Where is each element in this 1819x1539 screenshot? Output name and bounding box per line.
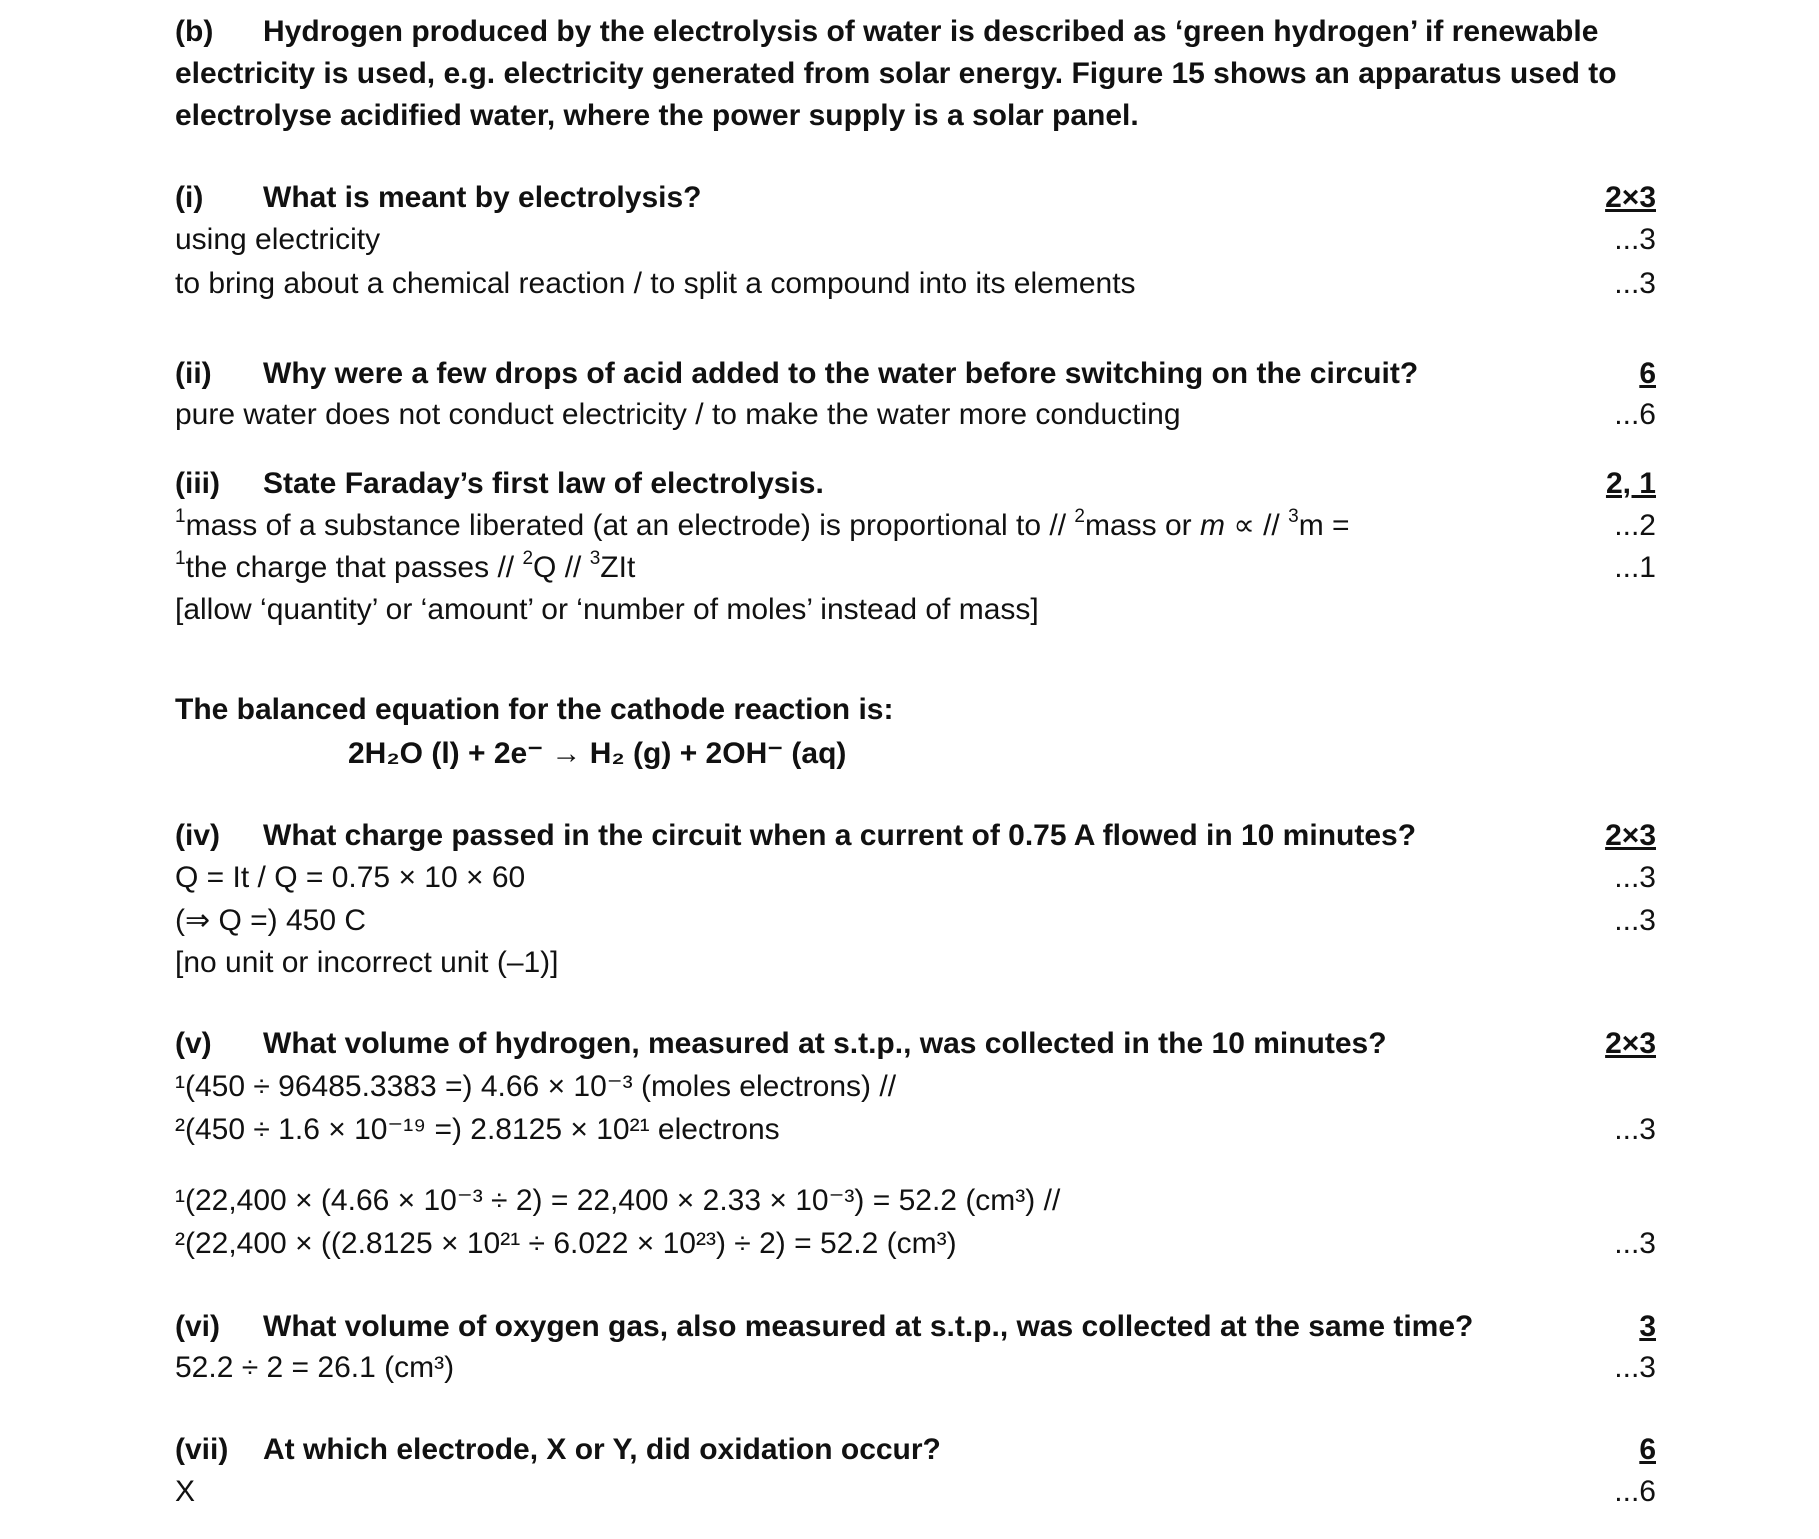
q3-label: (iii) — [175, 467, 220, 500]
q3-answer-mark-2: ...1 — [1614, 551, 1656, 584]
cathode-equation: 2H₂O (l) + 2e⁻ → H₂ (g) + 2OH⁻ (aq) — [348, 737, 847, 770]
q3-answer-mark-1: ...2 — [1614, 509, 1656, 542]
q5-label: (v) — [175, 1027, 212, 1060]
q4-answer-mark-1: ...3 — [1614, 861, 1656, 894]
q6-label: (vi) — [175, 1310, 220, 1343]
q6-answer-1: 52.2 ÷ 2 = 26.1 (cm³) — [175, 1351, 455, 1384]
q7-answer-1: X — [175, 1475, 196, 1508]
q3-question: (iii) State Faraday’s first law of electrolysis. — [175, 467, 824, 500]
q5-answer-mark-2: ...3 — [1614, 1227, 1656, 1260]
q2-answer-mark-1: ...6 — [1614, 398, 1656, 431]
q1-answer-2: to bring about a chemical reaction / to split a compound into its elements — [175, 267, 1136, 300]
intro-line-3: electrolyse acidified water, where the power supply is a solar panel. — [175, 99, 1139, 132]
q3-answer-3: [allow ‘quantity’ or ‘amount’ or ‘number of moles’ instead of mass] — [175, 593, 1039, 626]
q6-answer-mark-1: ...3 — [1614, 1351, 1656, 1384]
q4-answer-2: (⇒ Q =) 450 C — [175, 904, 367, 937]
q1-label: (i) — [175, 181, 204, 214]
intro-line-2: electricity is used, e.g. electricity generated from solar energy. Figure 15 shows an apparatus used to — [175, 57, 1617, 90]
equation-heading: The balanced equation for the cathode reaction is: — [175, 693, 894, 726]
intro-line-1: (b) Hydrogen produced by the electrolysis of water is described as ‘green hydrogen’ if renewable — [175, 15, 1599, 48]
q6-marks: 3 — [1639, 1310, 1656, 1343]
q5-answer-3: ¹(22,400 × (4.66 × 10⁻³ ÷ 2) = 22,400 × 2.33 × 10⁻³) = 52.2 (cm³) // — [175, 1184, 1061, 1217]
q5-answer-1: ¹(450 ÷ 96485.3383 =) 4.66 × 10⁻³ (moles electrons) // — [175, 1070, 897, 1103]
q1-question: (i) What is meant by electrolysis? — [175, 181, 702, 214]
q1-answer-mark-1: ...3 — [1614, 223, 1656, 256]
q5-question: (v) What volume of hydrogen, measured at s.t.p., was collected in the 10 minutes? — [175, 1027, 1387, 1060]
q7-question: (vii) At which electrode, X or Y, did oxidation occur? — [175, 1433, 941, 1466]
q4-answer-3: [no unit or incorrect unit (–1)] — [175, 946, 559, 979]
q5-marks: 2×3 — [1605, 1027, 1656, 1060]
q5-answer-4: ²(22,400 × ((2.8125 × 10²¹ ÷ 6.022 × 10²³) ÷ 2) = 52.2 (cm³) — [175, 1227, 957, 1260]
q4-marks: 2×3 — [1605, 819, 1656, 852]
q6-question: (vi) What volume of oxygen gas, also measured at s.t.p., was collected at the same time? — [175, 1310, 1474, 1343]
q5-answer-mark-1: ...3 — [1614, 1113, 1656, 1146]
q7-marks: 6 — [1639, 1433, 1656, 1466]
q1-answer-mark-2: ...3 — [1614, 267, 1656, 300]
q4-question: (iv) What charge passed in the circuit when a current of 0.75 A flowed in 10 minutes? — [175, 819, 1417, 852]
q1-marks: 2×3 — [1605, 181, 1656, 214]
q2-question: (ii) Why were a few drops of acid added to the water before switching on the circuit? — [175, 357, 1419, 390]
q3-marks: 2, 1 — [1605, 467, 1656, 500]
q5-answer-2: ²(450 ÷ 1.6 × 10⁻¹⁹ =) 2.8125 × 10²¹ electrons — [175, 1113, 780, 1146]
q3-answer-2: $^1$the charge that passes // $^2$Q // $^3$ZIt — [175, 548, 636, 584]
q4-label: (iv) — [175, 819, 220, 852]
q4-answer-mark-2: ...3 — [1614, 904, 1656, 937]
q7-answer-mark-1: ...6 — [1614, 1475, 1656, 1508]
intro-label: (b) — [175, 15, 214, 48]
q2-marks: 6 — [1639, 357, 1656, 390]
q7-label: (vii) — [175, 1433, 229, 1466]
q2-label: (ii) — [175, 357, 212, 390]
q2-answer-1: pure water does not conduct electricity / to make the water more conducting — [175, 398, 1181, 431]
q3-answer-1: $^1$mass of a substance liberated (at an electrode) is proportional to // $^2$mass or m ∝ // $^3$m = — [175, 506, 1350, 542]
q1-answer-1: using electricity — [175, 223, 381, 256]
q4-answer-1: Q = It / Q = 0.75 × 10 × 60 — [175, 861, 526, 894]
